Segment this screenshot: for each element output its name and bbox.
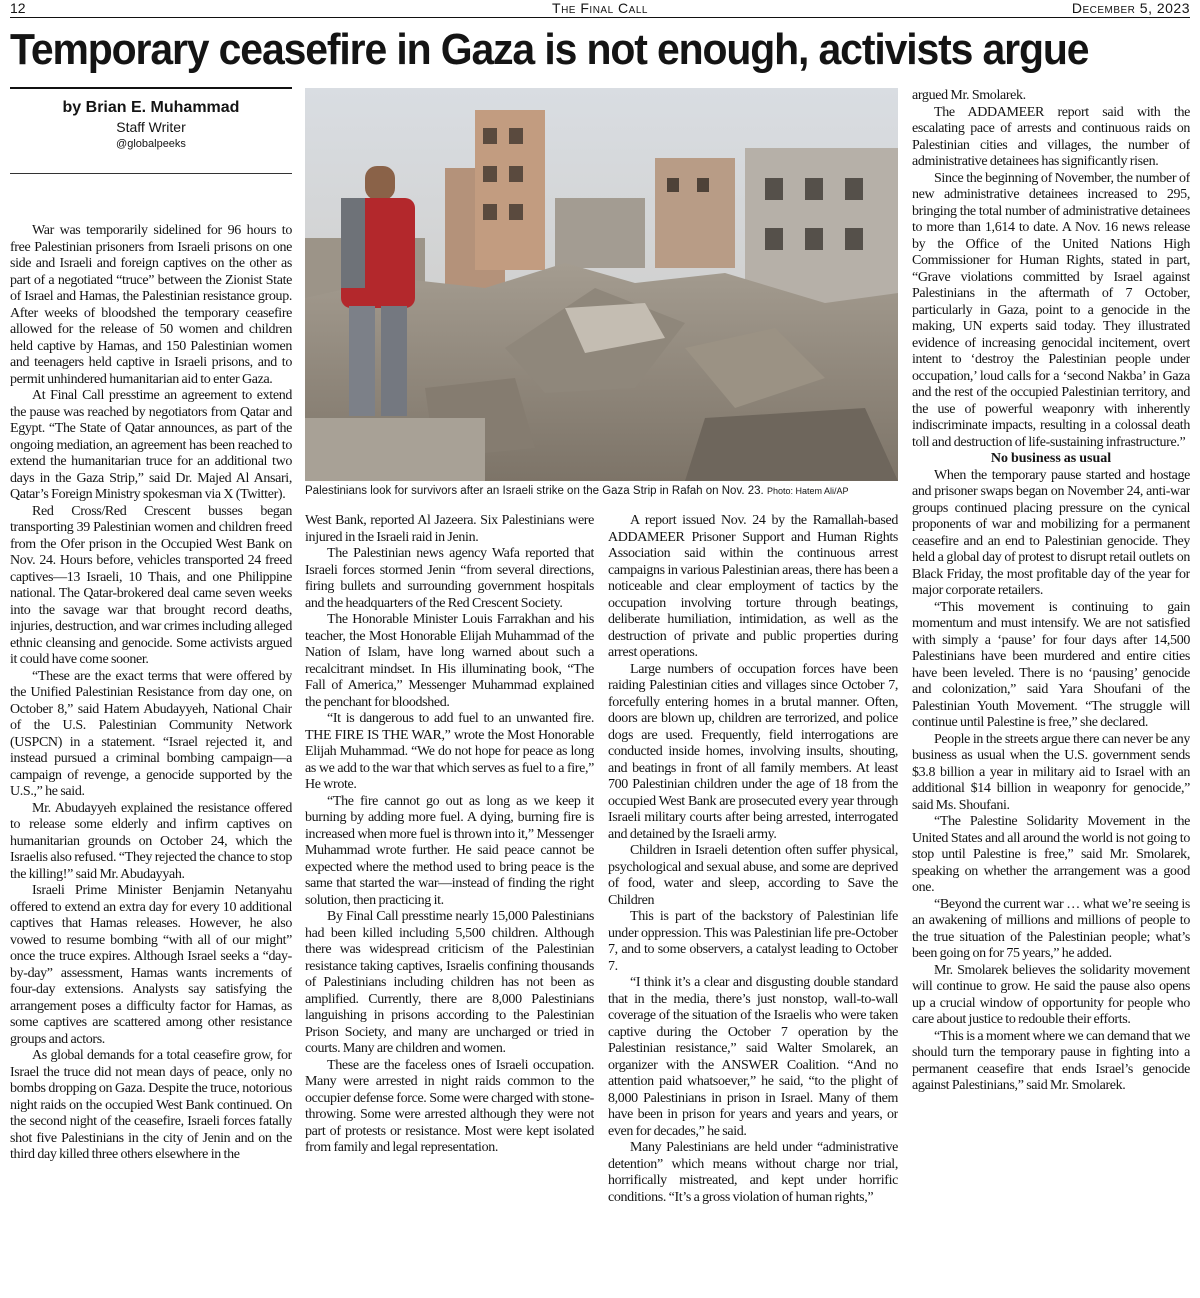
article-column-1 bbox=[10, 223, 292, 1293]
paragraph: At Final Call presstime an agreement to extend the pause was reached by negotiators from Qatar and Egypt. “The State of Qatar announces, as part of the ongoing mediation, an agreement has been reached to extend the humanitarian truce for an additional two days in the Gaza Strip,” said Dr. Majed Al Ansari, Qatar’s Foreign Ministry spokesman via X (Twitter). bbox=[10, 388, 292, 502]
paragraph: Many Palestinians are held under “administrative detention” which means without charge nor trial, horrifically mistreated, and kept under horrific conditions. “It’s a gross violation of human rights,” bbox=[608, 1140, 898, 1205]
newspaper-name: The Final Call bbox=[552, 0, 648, 16]
news-photo bbox=[305, 88, 898, 481]
paragraph: The ADDAMEER report said with the escalating pace of arrests and continuous raids on Palestinian cities and villages, the number of administrative detainees has significantly risen. bbox=[912, 104, 1190, 169]
photo-credit: Photo: Hatem Ali/AP bbox=[766, 486, 849, 496]
section-subhead: No business as usual bbox=[990, 451, 1112, 466]
paragraph: When the temporary pause started and hostage and prisoner swaps began on November 24, anti-war groups continued placing pressure on the cynical proponents of war and mobilizing for a permanent ceasefire and an end to Palestinian genocide. They held a global day of protest to disrupt retail outlets on Black Friday, the most profitable day of the year for major corporate retailers. bbox=[912, 467, 1190, 598]
paragraph: The Honorable Minister Louis Farrakhan and his teacher, the Most Honorable Elijah Muhammad of the Nation of Islam, have long warned about such a recalcitrant mindset. In His illuminating book, “The Fall of America,” Messenger Muhammad explained the penchant for bloodshed. bbox=[305, 612, 594, 710]
paragraph: “The fire cannot go out as long as we keep it burning by adding more fuel. A dying, burning fire is increased when more fuel is thrown into it,” Messenger Muhammad wrote further. He said peace cannot be expected where the method used to bring peace is the same that started the war—instead of finding the right solution, then practicing it. bbox=[305, 793, 594, 908]
photo-caption bbox=[305, 484, 898, 504]
paragraph: Children in Israeli detention often suffer physical, psychological and sexual abuse, and some are deprived of food, water and sleep, according to Save the Children bbox=[608, 843, 898, 908]
paragraph: West Bank, reported Al Jazeera. Six Palestinians were injured in the Israeli raid in Jenin. bbox=[305, 513, 594, 545]
paragraph: A report issued Nov. 24 by the Ramallah-based ADDAMEER Prisoner Support and Human Rights Association said within the continuous arrest campaigns in various Palestinian areas, there has been a noticeable and clear employment of tactics by the occupation involving torture through beatings, deliberate humiliation, intimidation, as well as the destruction of private and public properties during arrest operations. bbox=[608, 513, 898, 660]
paragraph: The Palestinian news agency Wafa reported that Israeli forces stormed Jenin “from several directions, firing bullets and surrounding government hospitals and the headquarters of the Red Crescent Society. bbox=[305, 546, 594, 611]
paragraph: “These are the exact terms that were offered by the Unified Palestinian Resistance from day one, on October 8,” said Hatem Abudayyeh, National Chair of the U.S. Palestinian Community Network (USPCN) in a statement. “Israel rejected it, and instead pursued a criminal bombing campaign—a campaign of revenge, a genocide supported by the U.S.,” he said. bbox=[10, 668, 292, 799]
caption-text: Palestinians look for survivors after an Israeli strike on the Gaza Strip in Rafah on Nov. 23. bbox=[305, 485, 764, 497]
paragraph: “Beyond the current war … what we’re seeing is an awakening of millions and millions of people to the true situation of the Palestinian people; what’s been going on for 75 years,” he added. bbox=[912, 896, 1190, 961]
byline-role: Staff Writer bbox=[116, 119, 186, 135]
paragraph: Since the beginning of November, the number of new administrative detainees increased to 295, bringing the total number of administrative detainees to more than 1,614 to date. A Nov. 16 news release by the Office of the United Nations High Commissioner for Human Rights, stated in part, “Grave violations committed by Israel against Palestinians in the aftermath of 7 October, particularly in Gaza, point to a genocide in the making, UN experts said today. They illustrated evidence of increasing genocidal incitement, overt intent to ‘destroy the Palestinian people under occupation,’ loud calls for a ‘second Nakba’ in Gaza and the rest of the occupied Palestinian territory, and the use of powerful weaponry with inherently indiscriminate impacts, resulting in a colossal death toll and destruction of life-sustaining infrastructure.” bbox=[912, 170, 1190, 450]
paragraph: “The Palestine Solidarity Movement in the United States and all around the world is not going to stop until Palestine is free,” said Mr. Smolarek, speaking on whether the arrangement was a good one. bbox=[912, 814, 1190, 895]
paragraph: Red Cross/Red Crescent busses began transporting 39 Palestinian women and children freed from the Ofer prison in the Occupied West Bank on Nov. 24. Hours before, vehicles transported 24 freed captives—13 Israeli, 10 Thais, and one Philippine national. The Qatar-brokered deal came seven weeks into the savage war that brought record deaths, injuries, destruction, and war crimes including alleged ethnic cleansing and genocide. Some activists argued it could have come sooner. bbox=[10, 503, 292, 667]
paragraph: “I think it’s a clear and disgusting double standard that in the media, there’s just nonstop, wall-to-wall coverage of the situation of the Israelis who were taken captive during the October 7 operation by the Palestinian resistance,” said Walter Smolarek, an organizer with the ANSWER Coalition. “And no attention paid whatsoever,” he said, “to the plight of 8,000 Palestinians in prison in Israel. Many of them have been in prison for years and years and years, or even for decades,” he said. bbox=[608, 975, 898, 1139]
paragraph: This is part of the backstory of Palestinian life under oppression. This was Palestinian life pre-October 7, and to some observers, a catalyst leading to October 7. bbox=[608, 909, 898, 974]
paragraph: By Final Call presstime nearly 15,000 Palestinians had been killed including 5,500 children. Although there was widespread criticism of the Palestinian resistance taking captives, Israelis confining thousands of Palestinians including children has not been as amplified. Currently, there are 8,000 Palestinians languishing in prisons according to the Palestinian Prison Society, and many are uncharged or tried in courts. Many are children and women. bbox=[305, 909, 594, 1056]
paragraph: “It is dangerous to add fuel to an unwanted fire. THE FIRE IS THE WAR,” wrote the Most Honorable Elijah Muhammad. “We do not hope for peace as long as we add to the war that which serves as fuel to a fire,” He wrote. bbox=[305, 711, 594, 792]
rubble-scene-illustration bbox=[305, 88, 898, 481]
page-folio bbox=[10, 0, 1190, 18]
paragraph: Mr. Abudayyeh explained the resistance offered to release some elderly and infirm captives on humanitarian grounds on October 24, which the Israelis also refused. “They rejected the chance to stop the killing!” said Mr. Abudayyah. bbox=[10, 800, 292, 882]
paragraph: Mr. Smolarek believes the solidarity movement will continue to grow. He said the pause also opens up a crucial window of opportunity for people who care about justice to redouble their efforts. bbox=[912, 962, 1190, 1027]
page-number: 12 bbox=[10, 0, 26, 16]
paragraph: Israeli Prime Minister Benjamin Netanyahu offered to extend an extra day for every 10 additional captives that Hamas releases. However, he also vowed to resume bombing “with all of our might” once the truce expires. Although Israel seeks a “day-by-day” assessment, Hamas wants increments of four-day extensions. Analysts say satisfying the arrangement poses a difficulty factor for Hamas, as some captives are scattered among other resistance groups and actors. bbox=[10, 883, 292, 1047]
paragraph: “This is a moment where we can demand that we should turn the temporary pause in fighting into a permanent ceasefire that ends Israel’s genocide against Palestinians,” said Mr. Smolarek. bbox=[912, 1028, 1190, 1093]
paragraph: “This movement is continuing to gain momentum and must intensify. We are not satisfied with simply a ‘pause’ for four days after 14,500 Palestinians have been murdered and entire cities have been leveled. There is no ‘pausing’ genocide and colonization,” said Yara Shoufani of the Palestinian Youth Movement. “The struggle will continue until Palestine is free,” she declared. bbox=[912, 599, 1190, 730]
issue-date: December 5, 2023 bbox=[1071, 0, 1190, 16]
byline bbox=[10, 87, 292, 174]
paragraph: People in the streets argue there can never be any business as usual when the U.S. government sends $3.8 billion a year in military aid to Israel with an additional $14 billion in weaponry for genocide,” said Ms. Shoufani. bbox=[912, 731, 1190, 813]
paragraph: These are the faceless ones of Israeli occupation. Many were arrested in night raids common to the occupier defense force. Some were charged with stone-throwing. Some were arrested although they were not part of protests or resistance. Most were kept isolated from family and legal representation. bbox=[305, 1057, 594, 1155]
paragraph: As global demands for a total ceasefire grow, for Israel the truce did not mean days of peace, only no bombs dropping on Gaza. Despite the truce, notorious night raids on the occupied West Bank continued. On the second night of the ceasefire, Israeli forces fatally shot five Palestinians in the city of Jenin and on the third day killed three others elsewhere in the bbox=[10, 1048, 292, 1162]
paragraph: War was temporarily sidelined for 96 hours to free Palestinian prisoners from Israeli prisons on one side and Israeli and foreign captives on the other as part of a negotiated “truce” between the Zionist State of Israel and Hamas, the Palestinian resistance group. After weeks of bloodshed the temporary ceasefire allowed for the release of 50 women and children held captive by Hamas, and 150 Palestinian women and teenagers held captive in Israeli prisons, and to permit unhindered humanitarian aid to enter Gaza. bbox=[10, 223, 292, 387]
headline: Temporary ceasefire in Gaza is not enough, activists argue bbox=[10, 25, 1089, 74]
article-column-2 bbox=[305, 513, 594, 1295]
article-column-3 bbox=[608, 513, 898, 1295]
paragraph: Large numbers of occupation forces have been raiding Palestinian cities and villages since October 7, forcefully entering homes in a brutal manner. Often, doors are blown up, children are terrorized, and police dogs are used. Frequently, field interrogations are conducted inside homes, involving insults, shouting, and beatings in front of all family members. At least 700 Palestinian children under the age of 18 from the occupied West Bank are prosecuted every year through Israeli military courts after being arrested, interrogated and detained by the Israeli army. bbox=[608, 661, 898, 842]
paragraph: argued Mr. Smolarek. bbox=[912, 88, 1026, 103]
byline-handle: @globalpeeks bbox=[116, 138, 186, 150]
byline-author: by Brian E. Muhammad bbox=[62, 99, 240, 116]
article-column-4 bbox=[912, 88, 1190, 1295]
